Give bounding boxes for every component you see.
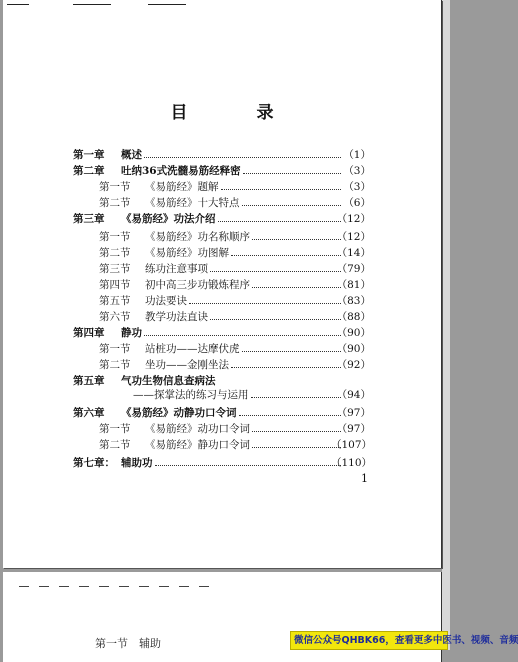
- toc-title: 《易筋经》功法介绍: [121, 213, 216, 225]
- toc-title: 辅助功: [121, 457, 153, 469]
- toc-title: 概述: [121, 149, 142, 161]
- toc-row: [3, 164, 441, 178]
- scan-dash: [39, 586, 49, 587]
- toc-number: 第二节: [99, 359, 131, 371]
- toc-title: 《易筋经》动静功口令词: [121, 407, 237, 419]
- toc-row: [3, 422, 441, 436]
- toc-page-number: （97）: [336, 407, 371, 419]
- toc-page-number: （90）: [336, 327, 371, 339]
- toc-row: [3, 326, 441, 340]
- toc-page-number: （110）: [331, 457, 373, 469]
- toc-row: [3, 310, 441, 324]
- toc-leader-dots: [231, 367, 341, 368]
- toc-page-number: （83）: [336, 295, 371, 307]
- next-page-partial-text: 第一节 辅助: [95, 637, 161, 650]
- toc-page-number: （14）: [336, 247, 371, 259]
- toc-page-number: （12）: [336, 231, 371, 243]
- toc-title: 练功注意事项: [145, 263, 208, 275]
- toc-leader-dots: [252, 447, 341, 448]
- toc-title: 教学功法直诀: [145, 311, 208, 323]
- toc-page-number: （3）: [343, 181, 371, 193]
- toc-page-number: （97）: [336, 423, 371, 435]
- toc-row: [3, 262, 441, 276]
- toc-row: [3, 196, 441, 210]
- toc-row: [3, 406, 441, 420]
- toc-row: [3, 212, 441, 226]
- toc-page-number: （88）: [336, 311, 371, 323]
- toc-page-number: （6）: [343, 197, 371, 209]
- toc-title: 站桩功——达摩伏虎: [145, 343, 240, 355]
- toc-page-number: （94）: [336, 389, 371, 401]
- toc-number: 第五节: [99, 295, 131, 307]
- toc-number: 第二节: [99, 197, 131, 209]
- toc-row: [3, 358, 441, 372]
- toc-page-number: （1）: [343, 149, 371, 161]
- toc-title: 气功生物信息查病法: [121, 375, 216, 387]
- toc-title: 《易筋经》功图解: [145, 247, 229, 259]
- toc-leader-dots: [210, 271, 341, 272]
- scan-dash: [159, 586, 169, 587]
- toc-leader-dots: [210, 319, 341, 320]
- viewer-scrollbar-track[interactable]: [442, 0, 450, 650]
- toc-leader-dots: [239, 415, 341, 416]
- toc-leader-dots: [242, 351, 341, 352]
- toc-page-number: （12）: [336, 213, 371, 225]
- toc-leader-dots: [242, 205, 341, 206]
- toc-leader-dots: [221, 189, 341, 190]
- toc-title: 坐功——金刚坐法: [145, 359, 229, 371]
- document-page-1: [3, 0, 442, 568]
- toc-row: [3, 230, 441, 244]
- toc-number: 第四章: [73, 327, 105, 339]
- toc-leader-dots: [252, 239, 341, 240]
- toc-leader-dots: [252, 431, 341, 432]
- toc-title: 《易筋经》功名称顺序: [145, 231, 250, 243]
- toc-title: 《易筋经》静功口令词: [145, 439, 250, 451]
- toc-leader-dots: [155, 465, 341, 466]
- toc-leader-dots: [144, 157, 341, 158]
- scan-top-rule: [73, 4, 111, 5]
- toc-page-number: （81）: [336, 279, 371, 291]
- toc-number: 第二节: [99, 247, 131, 259]
- toc-page-number: （79）: [336, 263, 371, 275]
- toc-leader-dots: [243, 173, 341, 174]
- toc-number: 第一节: [99, 423, 131, 435]
- toc-number: 第三章: [73, 213, 105, 225]
- scan-top-rule: [7, 4, 29, 5]
- toc-number: 第五章: [73, 375, 105, 387]
- toc-page-number: （90）: [336, 343, 371, 355]
- page-title: 目 录: [170, 103, 300, 123]
- toc-title: 《易筋经》动功口令词: [145, 423, 250, 435]
- toc-row: [3, 438, 441, 452]
- toc-leader-dots: [231, 255, 341, 256]
- toc-row: [3, 180, 441, 194]
- toc-leader-dots: [144, 335, 341, 336]
- toc-number: 第四节: [99, 279, 131, 291]
- toc-title: 初中高三步功锻炼程序: [145, 279, 250, 291]
- toc-number: 第二节: [99, 439, 131, 451]
- toc-row: [3, 374, 441, 388]
- toc-title: 吐纳36式洗髓易筋经释密: [121, 165, 241, 177]
- scan-dash: [199, 586, 209, 587]
- toc-leader-dots: [251, 397, 341, 398]
- scan-dash: [139, 586, 149, 587]
- toc-number: 第一章: [73, 149, 105, 161]
- scan-dash: [19, 586, 29, 587]
- scan-dash: [99, 586, 109, 587]
- toc-row: [3, 148, 441, 162]
- watermark-banner: 微信公众号QHBK66，查看更多中医书、视频、音频: [290, 631, 448, 650]
- toc-title: 静功: [121, 327, 142, 339]
- scan-dash: [79, 586, 89, 587]
- toc-title: 《易筋经》题解: [145, 181, 219, 193]
- toc-row: [3, 294, 441, 308]
- toc-title: 《易筋经》十大特点: [145, 197, 240, 209]
- toc-title: ——探掌法的练习与运用: [133, 389, 249, 401]
- scan-dash: [179, 586, 189, 587]
- toc-row: [3, 456, 441, 470]
- toc-number: 第一节: [99, 181, 131, 193]
- toc-number: 第一节: [99, 231, 131, 243]
- toc-number: 第二章: [73, 165, 105, 177]
- scan-dash: [119, 586, 129, 587]
- scan-dash: [59, 586, 69, 587]
- toc-row: [3, 388, 441, 402]
- toc-number: 第一节: [99, 343, 131, 355]
- toc-page-number: （107）: [331, 439, 373, 451]
- page-number: 1: [361, 472, 368, 485]
- toc-title: 功法要诀: [145, 295, 187, 307]
- toc-number: 第七章：: [73, 457, 115, 469]
- scan-top-rule: [148, 4, 186, 5]
- toc-row: [3, 246, 441, 260]
- toc-leader-dots: [189, 303, 341, 304]
- toc-number: 第六章: [73, 407, 105, 419]
- toc-number: 第六节: [99, 311, 131, 323]
- toc-leader-dots: [252, 287, 341, 288]
- toc-row: [3, 342, 441, 356]
- toc-page-number: （3）: [343, 165, 371, 177]
- toc-number: 第三节: [99, 263, 131, 275]
- toc-page-number: （92）: [336, 359, 371, 371]
- toc-row: [3, 278, 441, 292]
- toc-leader-dots: [218, 221, 341, 222]
